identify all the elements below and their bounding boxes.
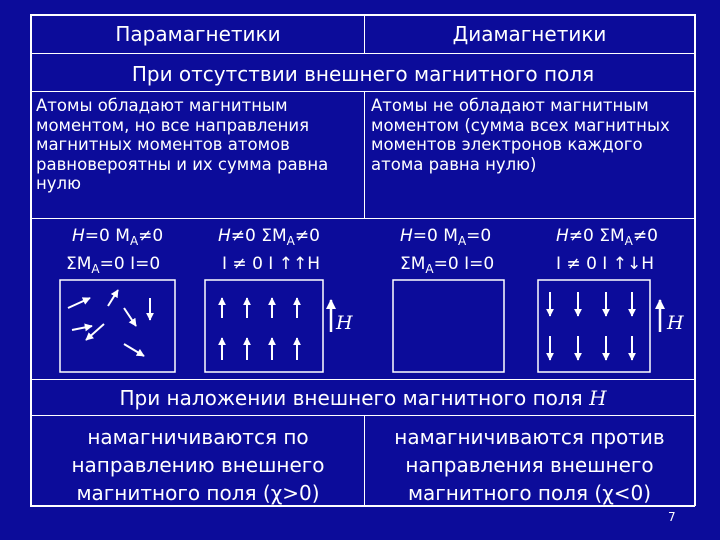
moment-arrow	[68, 298, 90, 308]
dia-result-line: направления внешнего	[405, 453, 654, 477]
dia-field-box	[538, 280, 650, 372]
dia-result	[365, 423, 694, 507]
moment-arrow	[124, 308, 136, 326]
formula-dia-field-1: H≠0 $\Sigma M_A\ne 0$	[556, 226, 658, 248]
dia-description-line: Атомы не обладают магнитным	[371, 96, 649, 115]
dia-description-line: моментов электронов каждого	[371, 135, 643, 154]
para-description-line: магнитных моментов атомов	[36, 135, 290, 154]
formula-dia-nofield-2: $\Sigma M_A=0$ I=0	[400, 254, 495, 276]
para-result-line: направлению внешнего	[71, 453, 325, 477]
formula-para-nofield-1: H=0 $M_A\ne 0$	[72, 226, 164, 248]
para-field-label: H	[336, 312, 353, 334]
page-number: 7	[668, 510, 676, 524]
formula-dia-field-2: I ≠ 0 I ↑↓H	[556, 254, 654, 274]
dia-description-line: моментом (сумма всех магнитных	[371, 115, 670, 135]
moment-arrow	[124, 344, 144, 356]
para-description-line: нулю	[36, 174, 81, 193]
formula-dia-nofield-1: H=0 $M_A=0$	[400, 226, 492, 248]
moment-arrow	[72, 326, 92, 330]
para-description-line: моментом, но все направления	[36, 115, 310, 135]
header-diamagnetics: Диамагнетики	[452, 22, 607, 46]
dia-field-label: H	[667, 312, 684, 334]
para-result	[32, 423, 364, 507]
formula-para-field-2: I ≠ 0 I ↑↑H	[222, 254, 320, 274]
dia-result-line: магнитного поля (χ<0)	[407, 481, 652, 505]
section-title-no-field: При отсутствии внешнего магнитного поля	[131, 62, 595, 86]
dia-nofield-box	[393, 280, 504, 372]
para-nofield-box	[60, 280, 175, 372]
para-description-line: равновероятны и их сумма равна	[36, 154, 329, 174]
para-result-line: магнитного поля (χ>0)	[76, 481, 320, 505]
formula-para-field-1: H≠0 $\Sigma M_A\ne 0$	[218, 226, 320, 248]
para-description-line: Атомы обладают магнитным	[36, 96, 288, 115]
section-title-with-field: При наложении внешнего магнитного поля H	[119, 386, 607, 410]
formula-para-nofield-2: $\Sigma M_A=0$ I=0	[66, 254, 161, 276]
random-moment-arrows	[68, 290, 150, 356]
aligned-moment-arrows	[222, 298, 297, 360]
induced-moment-arrows	[550, 292, 632, 360]
header-paramagnetics: Парамагнетики	[115, 22, 281, 46]
dia-description-line: атома равна нулю)	[371, 154, 537, 174]
moment-arrow	[108, 290, 118, 306]
para-result-line: намагничиваются по	[87, 425, 309, 449]
dia-result-line: намагничиваются против	[394, 425, 665, 449]
